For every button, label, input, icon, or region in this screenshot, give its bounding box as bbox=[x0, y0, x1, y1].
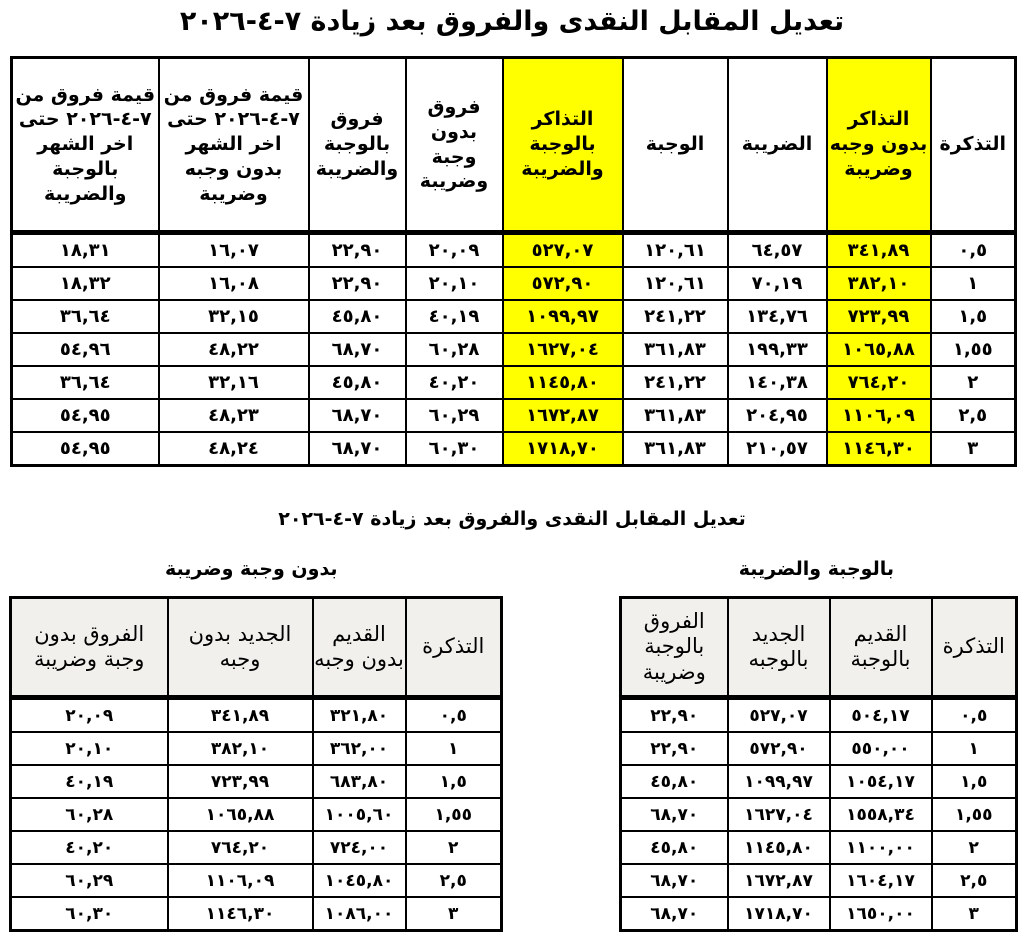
without-meal-header-diff: الفروق بدون وجبة وضريبة bbox=[11, 598, 168, 698]
without-meal-header-ticket: التذكرة bbox=[406, 598, 502, 698]
with-meal-row-cell: ٥٠٤,١٧ bbox=[830, 698, 932, 733]
header-month-diff-without-meal: قيمة فروق من ٧-٤-٢٠٢٦ حتى اخر الشهر بدون وجبه وضريبة bbox=[159, 58, 309, 233]
without-meal-row bbox=[11, 698, 502, 733]
main-table-row-cell: ٢ bbox=[931, 366, 1016, 399]
main-table-row-cell: ١٨,٣١ bbox=[12, 233, 159, 268]
main-table-row-cell: ٣٦,٦٤ bbox=[12, 366, 159, 399]
without-meal-row-cell: ٤٠,١٩ bbox=[11, 765, 168, 798]
header-tickets-with-meal: التذاكر بالوجبة والضريبة bbox=[503, 58, 623, 233]
with-meal-row-cell: ٦٨,٧٠ bbox=[621, 798, 728, 831]
with-meal-header-diff: الفروق بالوجبة وضريبة bbox=[621, 598, 728, 698]
without-meal-row-cell: ٢,٥ bbox=[406, 864, 502, 897]
without-meal-row-cell: ٢٠,٠٩ bbox=[11, 698, 168, 733]
header-diff-with-meal: فروق بالوجبة والضريبة bbox=[309, 58, 406, 233]
with-meal-row-cell: ١١٠٠,٠٠ bbox=[830, 831, 932, 864]
without-meal-row-cell: ١ bbox=[406, 732, 502, 765]
main-table-row-cell: ٤٨,٢٤ bbox=[159, 432, 309, 466]
with-meal-row-cell: ٠,٥ bbox=[932, 698, 1017, 733]
without-meal-row-cell: ١,٥ bbox=[406, 765, 502, 798]
main-table-row-cell: ١٦,٠٧ bbox=[159, 233, 309, 268]
without-meal-label: بدون وجبة وضريبة bbox=[165, 558, 338, 580]
with-meal-row bbox=[621, 897, 1017, 931]
main-table-row bbox=[12, 432, 1016, 466]
without-meal-row-cell: ١١٤٦,٣٠ bbox=[168, 897, 313, 931]
main-table-row-cell: ١٧١٨,٧٠ bbox=[503, 432, 623, 466]
main-table-row-cell: ١٨,٣٢ bbox=[12, 267, 159, 300]
main-table-row-cell: ١٩٩,٣٣ bbox=[728, 333, 827, 366]
main-table-row-cell: ٥٧٢,٩٠ bbox=[503, 267, 623, 300]
main-table-row-cell: ١,٥ bbox=[931, 300, 1016, 333]
with-meal-row-cell: ٦٨,٧٠ bbox=[621, 897, 728, 931]
main-table-row bbox=[12, 300, 1016, 333]
without-meal-table bbox=[9, 596, 503, 932]
with-meal-row-cell: ٢,٥ bbox=[932, 864, 1017, 897]
main-table-row-cell: ٤٥,٨٠ bbox=[309, 366, 406, 399]
main-table-row-cell: ٦٨,٧٠ bbox=[309, 333, 406, 366]
with-meal-row-cell: ١٠٥٤,١٧ bbox=[830, 765, 932, 798]
without-meal-row-cell: ٦٨٣,٨٠ bbox=[313, 765, 406, 798]
main-table-row-cell: ١٦٧٢,٨٧ bbox=[503, 399, 623, 432]
main-table-row-cell: ٥٤,٩٦ bbox=[12, 333, 159, 366]
section-title: تعديل المقابل النقدى والفروق بعد زيادة ٧-٤-٢٠٢٦ bbox=[278, 508, 746, 530]
with-meal-header-new: الجديد بالوجبه bbox=[728, 598, 830, 698]
with-meal-header-row bbox=[621, 598, 1017, 698]
without-meal-row-cell: ٦٠,٣٠ bbox=[11, 897, 168, 931]
main-table-row-cell: ٢١٠,٥٧ bbox=[728, 432, 827, 466]
header-meal: الوجبة bbox=[623, 58, 728, 233]
with-meal-row-cell: ٣ bbox=[932, 897, 1017, 931]
without-meal-header-new: الجديد بدون وجبه bbox=[168, 598, 313, 698]
with-meal-row-cell: ١٧١٨,٧٠ bbox=[728, 897, 830, 931]
without-meal-row-cell: ٣ bbox=[406, 897, 502, 931]
main-table-row-cell: ٤٨,٢٢ bbox=[159, 333, 309, 366]
main-table-row-cell: ١١٠٦,٠٩ bbox=[827, 399, 931, 432]
with-meal-row-cell: ٤٥,٨٠ bbox=[621, 765, 728, 798]
with-meal-row-cell: ١٦٢٧,٠٤ bbox=[728, 798, 830, 831]
main-table-row-cell: ٧٢٣,٩٩ bbox=[827, 300, 931, 333]
with-meal-row-cell: ١٦٥٠,٠٠ bbox=[830, 897, 932, 931]
main-table-row-cell: ١٣٤,٧٦ bbox=[728, 300, 827, 333]
without-meal-row-cell: ١١٠٦,٠٩ bbox=[168, 864, 313, 897]
without-meal-row-cell: ٣٤١,٨٩ bbox=[168, 698, 313, 733]
main-table-row-cell: ٦٨,٧٠ bbox=[309, 399, 406, 432]
main-price-table bbox=[10, 56, 1017, 467]
with-meal-row-cell: ٦٨,٧٠ bbox=[621, 864, 728, 897]
main-table-row-cell: ٠,٥ bbox=[931, 233, 1016, 268]
without-meal-header-old: القديم بدون وجبه bbox=[313, 598, 406, 698]
with-meal-row-cell: ٥٢٧,٠٧ bbox=[728, 698, 830, 733]
without-meal-row-cell: ٠,٥ bbox=[406, 698, 502, 733]
main-table-row-cell: ٦٨,٧٠ bbox=[309, 432, 406, 466]
without-meal-row-cell: ٢ bbox=[406, 831, 502, 864]
main-table-row-cell: ٢٠,١٠ bbox=[406, 267, 503, 300]
main-table-row-cell: ٦٤,٥٧ bbox=[728, 233, 827, 268]
main-table-row-cell: ٣٢,١٥ bbox=[159, 300, 309, 333]
without-meal-row-cell: ٤٠,٢٠ bbox=[11, 831, 168, 864]
without-meal-row-cell: ٢٠,١٠ bbox=[11, 732, 168, 765]
without-meal-row-cell: ٣٨٢,١٠ bbox=[168, 732, 313, 765]
without-meal-row-cell: ١٠٠٥,٦٠ bbox=[313, 798, 406, 831]
main-table-row-cell: ٥٢٧,٠٧ bbox=[503, 233, 623, 268]
with-meal-row bbox=[621, 864, 1017, 897]
main-table-row-cell: ٣٦١,٨٣ bbox=[623, 399, 728, 432]
without-meal-row-cell: ٣٢١,٨٠ bbox=[313, 698, 406, 733]
main-table-row-cell: ٦٠,٣٠ bbox=[406, 432, 503, 466]
main-table-row-cell: ٧٠,١٩ bbox=[728, 267, 827, 300]
main-table-row-cell: ١٢٠,٦١ bbox=[623, 233, 728, 268]
main-table-row-cell: ٤٠,٢٠ bbox=[406, 366, 503, 399]
header-tax: الضريبة bbox=[728, 58, 827, 233]
main-table-row-cell: ١٦,٠٨ bbox=[159, 267, 309, 300]
main-table-row-cell: ١ bbox=[931, 267, 1016, 300]
without-meal-row bbox=[11, 831, 502, 864]
without-meal-row-cell: ٧٢٤,٠٠ bbox=[313, 831, 406, 864]
header-diff-without-meal: فروق بدون وجبة وضريبة bbox=[406, 58, 503, 233]
main-table-row-cell: ١٠٦٥,٨٨ bbox=[827, 333, 931, 366]
without-meal-row-cell: ١٠٤٥,٨٠ bbox=[313, 864, 406, 897]
main-table-row-cell: ١٠٩٩,٩٧ bbox=[503, 300, 623, 333]
with-meal-row-cell: ٥٧٢,٩٠ bbox=[728, 732, 830, 765]
with-meal-row-cell: ١,٥ bbox=[932, 765, 1017, 798]
with-meal-row bbox=[621, 765, 1017, 798]
main-table-row-cell: ١٦٢٧,٠٤ bbox=[503, 333, 623, 366]
main-table-row-cell: ١٤٠,٣٨ bbox=[728, 366, 827, 399]
with-meal-row-cell: ١,٥٥ bbox=[932, 798, 1017, 831]
main-table-row-cell: ١١٤٦,٣٠ bbox=[827, 432, 931, 466]
with-meal-row-cell: ١٦٧٢,٨٧ bbox=[728, 864, 830, 897]
with-meal-row-cell: ٢٢,٩٠ bbox=[621, 732, 728, 765]
without-meal-header-row bbox=[11, 598, 502, 698]
main-table-row-cell: ١٢٠,٦١ bbox=[623, 267, 728, 300]
with-meal-row-cell: ٢ bbox=[932, 831, 1017, 864]
main-table-row-cell: ٢٢,٩٠ bbox=[309, 267, 406, 300]
with-meal-header-ticket: التذكرة bbox=[932, 598, 1017, 698]
without-meal-row bbox=[11, 732, 502, 765]
main-table-row bbox=[12, 399, 1016, 432]
without-meal-row bbox=[11, 798, 502, 831]
header-month-diff-with-meal: قيمة فروق من ٧-٤-٢٠٢٦ حتى اخر الشهر بالوجبة والضريبة bbox=[12, 58, 159, 233]
header-tickets-without-meal: التذاكر بدون وجبه وضريبة bbox=[827, 58, 931, 233]
main-table-row-cell: ٣ bbox=[931, 432, 1016, 466]
main-table-row-cell: ٤٠,١٩ bbox=[406, 300, 503, 333]
main-table-row-cell: ٣٦١,٨٣ bbox=[623, 432, 728, 466]
main-table-row-cell: ٧٦٤,٢٠ bbox=[827, 366, 931, 399]
without-meal-row-cell: ٦٠,٢٨ bbox=[11, 798, 168, 831]
with-meal-row-cell: ٥٥٠,٠٠ bbox=[830, 732, 932, 765]
without-meal-row-cell: ٧٦٤,٢٠ bbox=[168, 831, 313, 864]
without-meal-row-cell: ١٠٨٦,٠٠ bbox=[313, 897, 406, 931]
without-meal-row-cell: ١٠٦٥,٨٨ bbox=[168, 798, 313, 831]
main-table-row bbox=[12, 267, 1016, 300]
main-table-row-cell: ١,٥٥ bbox=[931, 333, 1016, 366]
main-table-row-cell: ٦٠,٢٩ bbox=[406, 399, 503, 432]
main-table-row-cell: ٤٥,٨٠ bbox=[309, 300, 406, 333]
main-table-row-cell: ٣٦,٦٤ bbox=[12, 300, 159, 333]
main-table-row-cell: ٣٤١,٨٩ bbox=[827, 233, 931, 268]
with-meal-row bbox=[621, 732, 1017, 765]
main-table-row-cell: ٤٨,٢٣ bbox=[159, 399, 309, 432]
main-table-row-cell: ٢٤١,٢٢ bbox=[623, 300, 728, 333]
main-table-row-cell: ٢٠٤,٩٥ bbox=[728, 399, 827, 432]
main-table-row-cell: ٢٢,٩٠ bbox=[309, 233, 406, 268]
without-meal-row-cell: ١,٥٥ bbox=[406, 798, 502, 831]
main-table-row-cell: ٢٠,٠٩ bbox=[406, 233, 503, 268]
header-ticket: التذكرة bbox=[931, 58, 1016, 233]
main-table-row bbox=[12, 233, 1016, 268]
with-meal-row-cell: ١١٤٥,٨٠ bbox=[728, 831, 830, 864]
main-table-row bbox=[12, 333, 1016, 366]
with-meal-label: بالوجبة والضريبة bbox=[738, 558, 894, 580]
without-meal-row bbox=[11, 864, 502, 897]
with-meal-row-cell: ١٦٠٤,١٧ bbox=[830, 864, 932, 897]
main-table-row-cell: ٢٤١,٢٢ bbox=[623, 366, 728, 399]
with-meal-row-cell: ١ bbox=[932, 732, 1017, 765]
with-meal-row bbox=[621, 698, 1017, 733]
main-table-header-row bbox=[12, 58, 1016, 233]
without-meal-row-cell: ٧٢٣,٩٩ bbox=[168, 765, 313, 798]
main-table-row-cell: ٣٢,١٦ bbox=[159, 366, 309, 399]
main-table-row-cell: ٥٤,٩٥ bbox=[12, 399, 159, 432]
with-meal-row bbox=[621, 798, 1017, 831]
without-meal-row-cell: ٦٠,٢٩ bbox=[11, 864, 168, 897]
with-meal-row-cell: ٤٥,٨٠ bbox=[621, 831, 728, 864]
main-table-row-cell: ٥٤,٩٥ bbox=[12, 432, 159, 466]
with-meal-row-cell: ١٠٩٩,٩٧ bbox=[728, 765, 830, 798]
without-meal-row bbox=[11, 765, 502, 798]
with-meal-row-cell: ٢٢,٩٠ bbox=[621, 698, 728, 733]
with-meal-header-old: القديم بالوجبة bbox=[830, 598, 932, 698]
with-meal-table bbox=[619, 596, 1018, 932]
without-meal-row-cell: ٣٦٢,٠٠ bbox=[313, 732, 406, 765]
main-table-row-cell: ٣٨٢,١٠ bbox=[827, 267, 931, 300]
main-table-row bbox=[12, 366, 1016, 399]
main-table-row-cell: ٦٠,٢٨ bbox=[406, 333, 503, 366]
main-table-row-cell: ٣٦١,٨٣ bbox=[623, 333, 728, 366]
without-meal-row bbox=[11, 897, 502, 931]
main-table-row-cell: ١١٤٥,٨٠ bbox=[503, 366, 623, 399]
page-title: تعديل المقابل النقدى والفروق بعد زيادة ٧-٤-٢٠٢٦ bbox=[179, 6, 845, 37]
main-table-row-cell: ٢,٥ bbox=[931, 399, 1016, 432]
with-meal-row-cell: ١٥٥٨,٣٤ bbox=[830, 798, 932, 831]
with-meal-row bbox=[621, 831, 1017, 864]
